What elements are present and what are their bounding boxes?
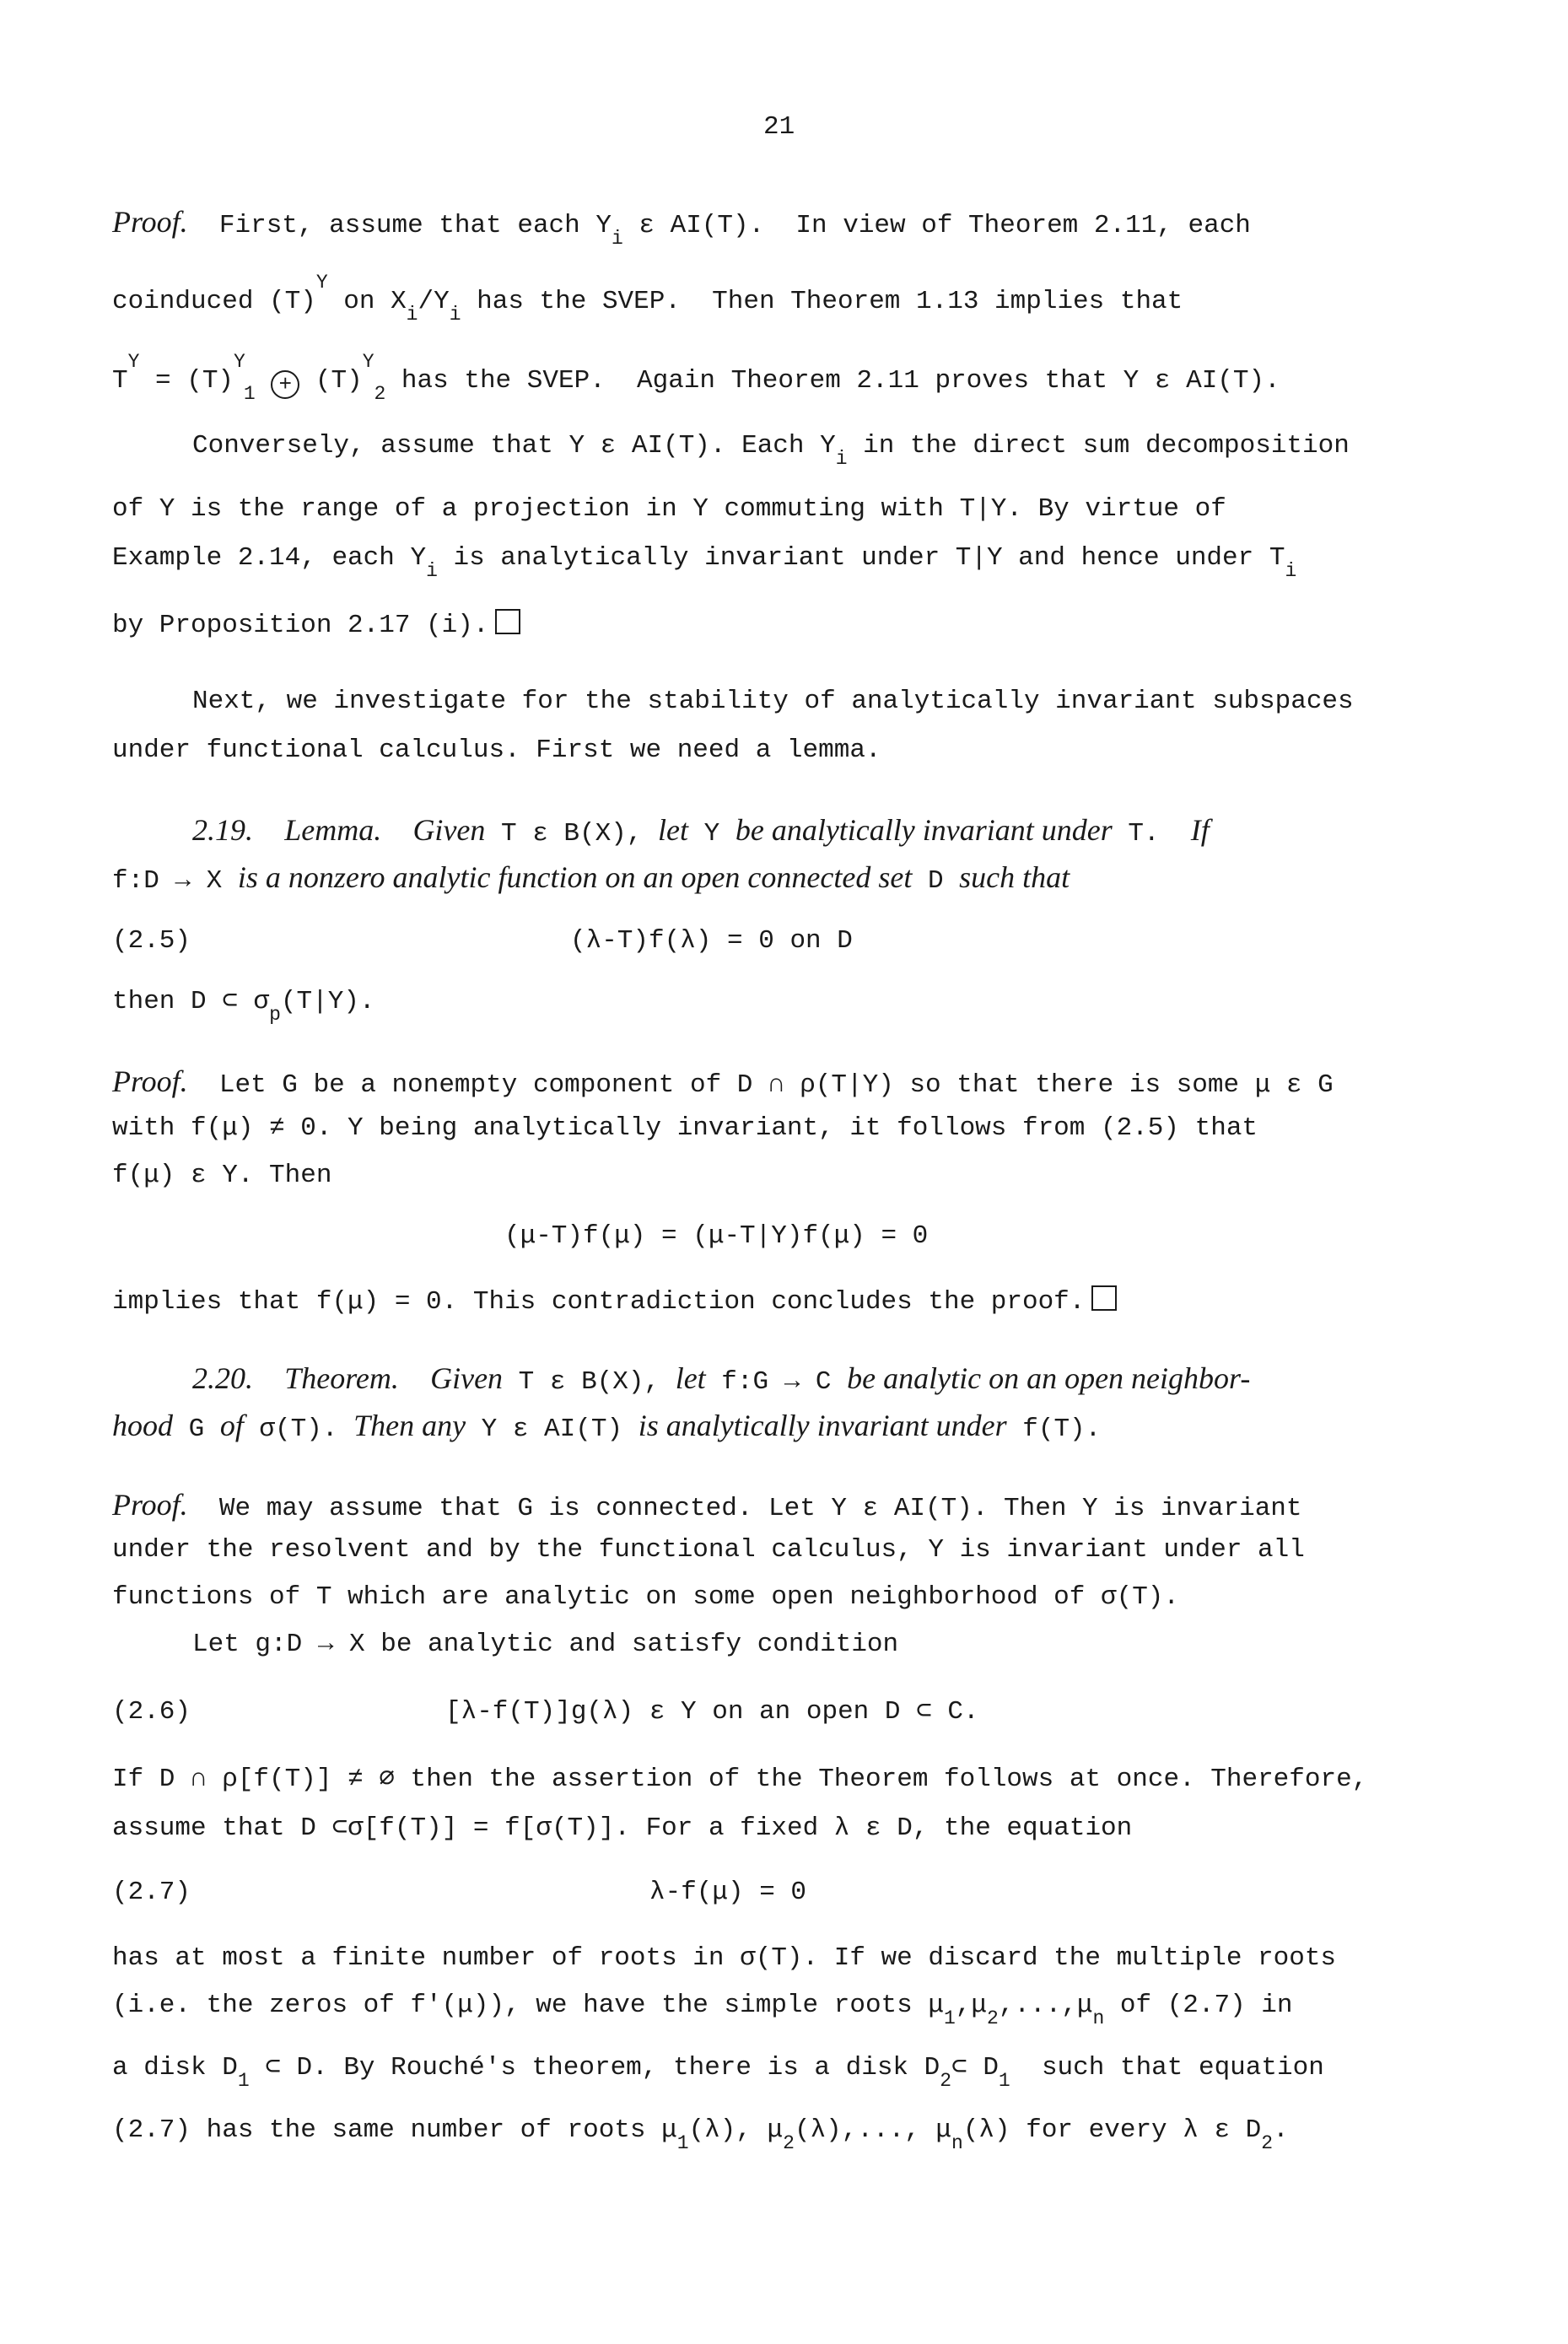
qed-box	[495, 609, 520, 634]
eq-2-6-label: (2.6)	[112, 1697, 191, 1727]
lemma-label: Lemma.	[284, 813, 382, 847]
next-para-line1: Next, we investigate for the stability of analytically invariant subspaces	[192, 687, 1354, 716]
proof3-line6: assume that D ⊂σ[f(T)] = f[σ(T)]. For a fixed λ ε D, the equation	[112, 1813, 1133, 1843]
direct-sum-symbol: +	[271, 370, 299, 399]
lemma-line2: f:D → X is a nonzero analytic function on an open connected set D such that	[112, 860, 1070, 896]
proof1-line3: $T^Y = (T)^Y_1 + (T)^Y_2$ has the SVEP. Again Theorem 2.11 proves that Y ε AI(T).	[112, 351, 1280, 405]
proof3-line10: (2.7) has the same number of roots $\mu_1(\lambda)$, $\mu_2(\lambda)$,..., $\mu_n(\lambda)$ for every λ ε $D_2$.	[112, 2115, 1289, 2154]
lemma-number: 2.19.	[192, 813, 253, 847]
eq-2-7: λ-f(μ) = 0	[649, 1878, 807, 1907]
proof1-line2: coinduced $(T)^Y$ on $X_i/Y_i$ has the SVEP. Then Theorem 1.13 implies that	[112, 272, 1183, 326]
proof2-line2: with f(μ) ≠ 0. Y being analytically invariant, it follows from (2.5) that	[112, 1113, 1258, 1143]
proof3-line8: (i.e. the zeros of f'(μ)), we have the simple roots $\mu_1,\mu_2,...,\mu_n$ of (2.7) in	[112, 1991, 1293, 2029]
eq-2-5: (λ-T)f(λ) = 0 on D	[570, 926, 853, 956]
proof3-line4: Let g:D → X be analytic and satisfy condition	[192, 1630, 899, 1659]
eq-2-6: [λ-f(T)]g(λ) ε Y on an open D ⊂ C.	[445, 1697, 979, 1727]
lemma-line1: 2.19. Lemma. Given T ε B(X), let Y be analytically invariant under T. If	[192, 813, 1210, 849]
proof1-line6: Example 2.14, each $Y_i$ is analytically invariant under T|Y and hence under $T_i$	[112, 543, 1297, 582]
proof2-equation: (μ-T)f(μ) = (μ-T|Y)f(μ) = 0	[504, 1221, 929, 1251]
proof1-line4: Conversely, assume that Y ε AI(T). Each $Y_i$ in the direct sum decomposition	[192, 431, 1350, 470]
eq-2-7-label: (2.7)	[112, 1878, 191, 1907]
proof3-line3: functions of T which are analytic on some open neighborhood of σ(T).	[112, 1582, 1180, 1612]
theorem-line1: 2.20. Theorem. Given T ε B(X), let f:G → C be analytic on an open neighbor-	[192, 1361, 1251, 1397]
proof2-line4: implies that f(μ) = 0. This contradiction concludes the proof.	[112, 1285, 1117, 1315]
proof3-line2: under the resolvent and by the functional calculus, Y is invariant under all	[112, 1535, 1305, 1565]
proof-label: Proof.	[112, 205, 188, 239]
eq-2-5-label: (2.5)	[112, 926, 191, 956]
theorem-label: Theorem.	[284, 1361, 399, 1395]
proof3-line5: If D ∩ ρ[f(T)] ≠ ∅ then the assertion of the Theorem follows at once. Therefore,	[112, 1765, 1368, 1794]
proof3-line7: has at most a finite number of roots in σ(T). If we discard the multiple roots	[112, 1943, 1337, 1973]
qed-box	[1091, 1285, 1117, 1311]
lemma-line3: then D ⊂ $\sigma_p(T|Y)$.	[112, 987, 375, 1026]
page-number: 21	[763, 112, 795, 142]
proof1-line5: of Y is the range of a projection in Y commuting with T|Y. By virtue of	[112, 494, 1226, 524]
proof1-line7: by Proposition 2.17 (i).	[112, 609, 520, 639]
theorem-line2: hood G of σ(T). Then any Y ε AI(T) is analytically invariant under f(T).	[112, 1409, 1102, 1444]
theorem-number: 2.20.	[192, 1361, 253, 1395]
proof1-line1: Proof. First, assume that each $Y_i$ ε AI(T). In view of Theorem 2.11, each	[112, 205, 1251, 250]
proof3-line1: Proof. We may assume that G is connected. Let Y ε AI(T). Then Y is invariant	[112, 1488, 1302, 1523]
proof3-line9: a disk $D_1$ ⊂ D. By Rouché's theorem, there is a disk $D_2\subset$ $D_1$ such that equation	[112, 2053, 1324, 2092]
proof2-line1: Proof. Let G be a nonempty component of D ∩ ρ(T|Y) so that there is some μ ε G	[112, 1064, 1334, 1100]
proof2-line3: f(μ) ε Y. Then	[112, 1161, 332, 1190]
next-para-line2: under functional calculus. First we need a lemma.	[112, 736, 881, 765]
